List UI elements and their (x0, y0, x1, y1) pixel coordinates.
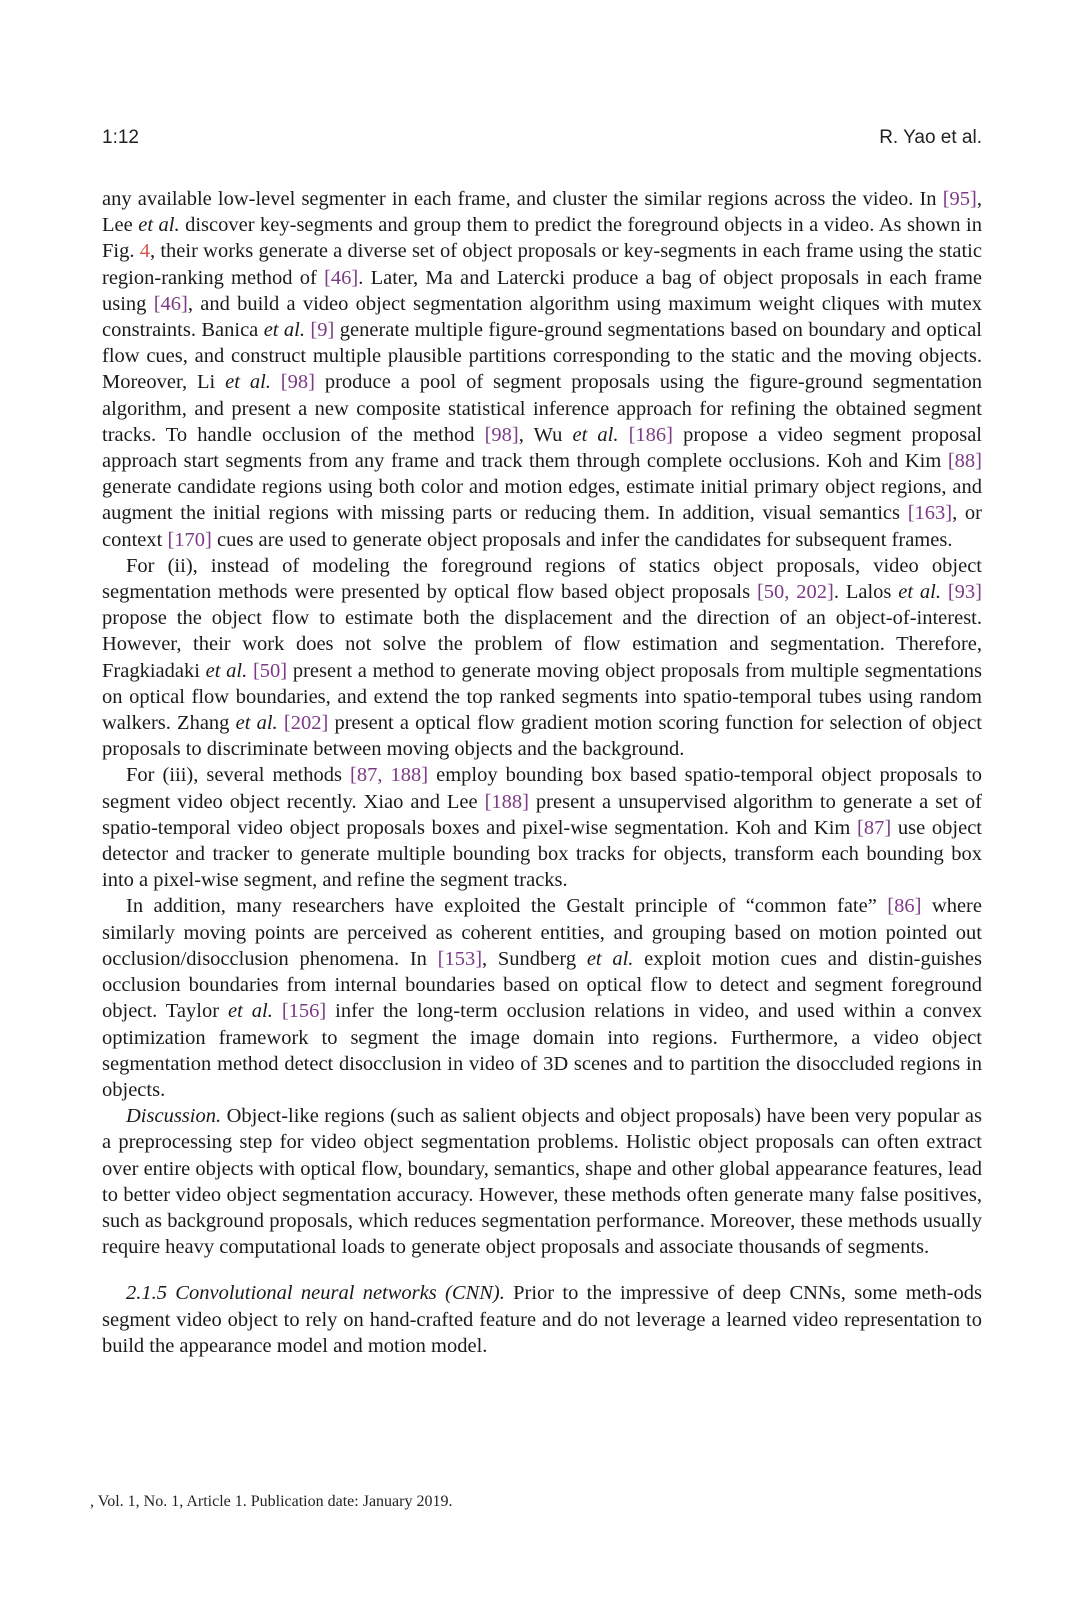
citation-link[interactable]: [50] (252, 659, 288, 682)
italic-text: 2.1.5 Convolutional neural networks (CNN). (126, 1282, 505, 1305)
article-body (102, 186, 982, 1359)
paragraph-text: propose the object flow to estimate both the displacement and the direction of an object-of-interest. However, their work does not solve the problem of flow estimation and segmentation. Therefore, Fragkiadaki (102, 607, 982, 682)
citation-link[interactable]: [46] (153, 292, 188, 315)
paragraph-text: discover key-segments and group them to predict the foreground objects in a video. As shown in Fig. (102, 214, 982, 263)
paragraph-text: present a optical flow gradient motion scoring function for selection of object proposals to discriminate between moving objects and the background. (102, 712, 983, 761)
paragraph-text (271, 371, 281, 393)
paragraph-text: , Sundberg (482, 947, 587, 970)
paragraph-text: , Lee (102, 188, 982, 237)
paragraph-text: In addition, many researchers have exploited the Gestalt principle of “common fate” (126, 895, 888, 918)
paragraph-text: Prior to the impressive of deep CNNs, some meth-ods segment video object to rely on hand-crafted feature and do not leverage a learned video representation to build the appearance model and motion model. (102, 1282, 982, 1357)
paragraph-text: , and build a video object segmentation algorithm using maximum weight cliques with mutex constraints. Banica (102, 292, 982, 342)
paragraph-text: any available low-level segmenter in each frame, and cluster the similar regions across the video. In (102, 188, 943, 210)
paragraph-text: where similarly moving points are perceived as coherent entities, and grouping based on motion pointed out occlusion/disocclusion phenomena. In (102, 895, 982, 970)
citation-link[interactable]: [98] (280, 371, 315, 394)
italic-text: et al. (263, 319, 305, 342)
paragraph-text: exploit motion cues and distin-guishes occlusion boundaries from internal boundaries based on optical flow to detect and segment foreground object. Taylor (102, 947, 982, 1023)
continued-paragraph (102, 186, 982, 553)
citation-link[interactable]: [95] (942, 188, 977, 210)
italic-text: et al. (205, 659, 248, 682)
italic-text: et al. (235, 712, 278, 735)
paragraph-text: propose a video segment proposal approach start segments from any frame and track them through complete occlusions. Koh and Kim (102, 423, 983, 473)
paragraph-text: use object detector and tracker to generate multiple bounding box tracks for objects, transform each bounding box into a pixel-wise segment, and refine the segment tracks. (102, 816, 982, 892)
italic-text: Discussion. (126, 1105, 222, 1128)
figure-link[interactable]: 4 (139, 240, 150, 263)
body-paragraph (102, 553, 982, 763)
paragraph-text: For (iii), several methods (126, 764, 351, 787)
paragraph-text: present a method to generate moving object proposals from multiple segmentations on optical flow boundaries, and extend the top ranked segments into spatio-temporal tubes using random walkers. Zhang (102, 659, 982, 735)
page-number: 1:12 (102, 127, 139, 148)
citation-link[interactable]: [88] (947, 450, 982, 473)
italic-text: et al. (225, 371, 271, 394)
section-paragraph (102, 1280, 982, 1359)
citation-link[interactable]: [50, 202] (756, 581, 834, 604)
paragraph-text (619, 424, 629, 446)
paragraph-text: employ bounding box based spatio-temporal object proposals to segment video object recently. Xiao and Lee (102, 764, 983, 813)
citation-link[interactable]: [202] (283, 712, 329, 735)
body-paragraph (102, 762, 982, 893)
paragraph-text: cues are used to generate object proposals and infer the candidates for subsequent frames. (211, 528, 953, 551)
paragraph-text: , Wu (518, 423, 573, 446)
body-paragraph (102, 1103, 982, 1260)
paragraph-text: present a unsupervised algorithm to generate a set of spatio-temporal video object proposals boxes and pixel-wise segmentation. Koh and Kim (102, 790, 982, 839)
citation-link[interactable]: [87] (857, 816, 892, 839)
citation-link[interactable]: [98] (484, 423, 519, 446)
italic-text: et al. (898, 581, 941, 604)
citation-link[interactable]: [163] (907, 502, 953, 525)
paragraph-text: infer the long-term occlusion relations in video, and used within a convex optimization framework to segment the image domain into regions. Furthermore, a video object segmentation method detect disocclusion in video of 3D scenes and to partition the disoccluded regions in objects. (102, 1000, 983, 1101)
paragraph-text: produce a pool of segment proposals using the figure-ground segmentation algorithm, and present a new composite statistical inference approach for refining the obtained segment tracks. To handle occlusion of the method (102, 371, 983, 446)
italic-text: et al. (228, 1000, 273, 1023)
paragraph-text: , or context (102, 502, 982, 551)
citation-link[interactable]: [87, 188] (350, 764, 429, 787)
paragraph-text (273, 1000, 282, 1022)
citation-link[interactable]: [170] (167, 528, 212, 551)
paragraph-text: Object-like regions (such as salient objects and object proposals) have been very popular as a preprocessing step for video object segmentation problems. Holistic object proposals can often extract over entire objects with optical flow, boundary, semantics, shape and other global appearance features, lead to better video object segmentation accuracy. However, these methods often generate many false positives, such as background proposals, which reduces segmentation performance. Moreover, these methods usually require heavy computational loads to generate object proposals and associate thousands of segments. (102, 1105, 982, 1259)
paragraph-text: For (ii), instead of modeling the foreground regions of statics object proposals, video object segmentation methods were presented by optical flow based object proposals (102, 554, 982, 604)
paragraph-text: generate candidate regions using both color and motion edges, estimate initial primary object regions, and augment the initial regions with missing parts or reducing them. In addition, visual semantics (102, 476, 982, 525)
italic-text: et al. (572, 423, 619, 446)
paragraph-text: . Lalos (833, 581, 899, 604)
citation-link[interactable]: [188] (484, 790, 529, 813)
citation-link[interactable]: [86] (887, 895, 922, 918)
citation-link[interactable]: [153] (437, 947, 483, 970)
running-authors: R. Yao et al. (879, 127, 982, 148)
running-header (102, 127, 982, 149)
citation-link[interactable]: [156] (281, 1000, 327, 1023)
citation-link[interactable]: [46] (324, 266, 359, 289)
publication-footer: , Vol. 1, No. 1, Article 1. Publication date: January 2019. (90, 1493, 453, 1510)
paragraph-text: . Later, Ma and Latercki produce a bag of object proposals in each frame using (102, 266, 982, 315)
citation-link[interactable]: [93] (947, 581, 983, 604)
italic-text: et al. (586, 947, 634, 970)
citation-link[interactable]: [9] (310, 319, 335, 342)
citation-link[interactable]: [186] (628, 423, 674, 446)
paragraph-text (941, 581, 948, 603)
italic-text: et al. (138, 214, 180, 237)
body-paragraph (102, 893, 982, 1103)
paragraph-text: , their works generate a diverse set of object proposals or key-segments in each frame using the static region-ranking method of (102, 240, 982, 289)
paragraph-text: generate multiple figure-ground segmentations based on boundary and optical flow cues, and construct multiple plausible partitions corresponding to the static and the moving objects. Moreover, Li (102, 319, 982, 394)
